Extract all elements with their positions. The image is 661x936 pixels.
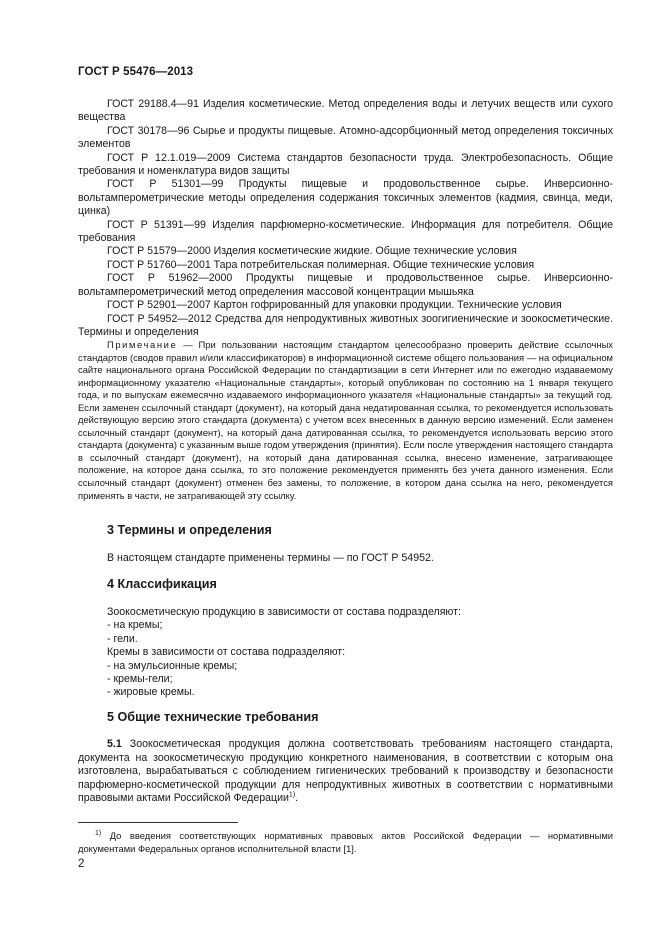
footnote-divider: [78, 822, 238, 823]
classification-line: - на эмульсионные кремы;: [107, 659, 238, 672]
reference-item: ГОСТ 30178—96 Сырье и продукты пищевые. Атомно-адсорбционный метод определения токсичных элементов: [78, 124, 613, 151]
reference-item: ГОСТ Р 51301—99 Продукты пищевые и продовольственное сырье. Инверсионно-вольтамперометрические методы определения содержания токсичных элементов (кадмия, свинца, меди, цинка): [78, 178, 613, 218]
page-number: 2: [78, 858, 85, 870]
references-note: [78, 339, 613, 502]
clause-text: Зоокосметическая продукция должна соответствовать требованиям настоящего стандарта, документа на зоокосметическую продукцию конкретного наименования, в соответствии с которым она изготовлена, вырабатываться с соблюдением гигиенических требований к производству и безопасности парфюмерно-косметической продукции для непродуктивных животных в соответствии с нормативными правовыми актами Российской Федерации: [78, 738, 613, 805]
reference-item: ГОСТ Р 51760—2001 Тара потребительская полимерная. Общие технические условия: [107, 258, 535, 271]
classification-line: - жировые кремы.: [107, 686, 195, 699]
page-header-standard-number: ГОСТ Р 55476—2013: [78, 66, 194, 78]
reference-item: ГОСТ Р 51391—99 Изделия парфюмерно-косметические. Информация для потребителя. Общие требования: [78, 218, 613, 245]
note-label: Примечание: [107, 339, 178, 350]
classification-line: - на кремы;: [107, 619, 163, 632]
footnote: [78, 830, 613, 855]
reference-item: ГОСТ Р 51962—2000 Продукты пищевые и продовольственное сырье. Инверсионно-вольтамперометрический метод определения массовой концентрации мышьяка: [78, 272, 613, 298]
reference-item: ГОСТ Р 54952—2012 Средства для непродуктивных животных зоогигиенические и зоокосметические. Термины и определения: [78, 312, 613, 338]
classification-line: Зоокосметическую продукцию в зависимости от состава подразделяют:: [107, 606, 461, 618]
classification-line: - гели.: [107, 632, 138, 645]
reference-item: ГОСТ 29188.4—91 Изделия косметические. Метод определения воды и летучих веществ или сухого вещества: [78, 98, 613, 124]
classification-line: Кремы в зависимости от состава подразделяют:: [107, 646, 346, 659]
section-5-heading: 5 Общие технические требования: [107, 710, 319, 724]
footnote-mark: 1): [95, 829, 102, 837]
clause-end: .: [295, 792, 299, 805]
note-text: — При пользовании настоящим стандартом целесообразно проверить действие ссылочных стандартов (сводов правил и/или классификаторов) в информационной системе общего пользования — на официальном сайте национального органа Российской Федерации по стандартизации в сети Интернет или по ежегодно издаваемому информационному указателю «Национальные стандарты», который опубликован по состоянию на 1 января текущего года, и по выпускам ежемесячно издаваемого информационного указателя «Национальные стандарты» за текущий год. Если заменен ссылочный стандарт (документ), на который дана недатированная ссылка, то рекомендуется использовать действующую версию этого стандарта (документа) с учетом всех внесенных в данную версию изменений. Если заменен ссылочный стандарт (документ), на который дана датированная ссылка, то рекомендуется использовать версию этого стандарта (документа) с указанным выше годом утверждения (принятия). Если после утверждения настоящего стандарта в ссылочный стандарт (документ), на который дана датированная ссылка, внесено изменение, затрагивающее положение, на которое дана ссылка, то это положение рекомендуется применять без учета данного изменения. Если ссылочный стандарт (документ) отменен без замены, то положение, в котором дана ссылка на него, рекомендуется применять в части, не затрагивающей эту ссылку.: [78, 339, 613, 501]
classification-line: - кремы-гели;: [107, 673, 173, 686]
section-4-heading: 4 Классификация: [107, 577, 217, 591]
reference-item: ГОСТ Р 51579—2000 Изделия косметические жидкие. Общие технические условия: [107, 245, 517, 258]
footnote-reference-mark: 1): [288, 791, 296, 799]
reference-item: ГОСТ Р 12.1.019—2009 Система стандартов безопасности труда. Электробезопасность. Общие требования и номенклатура видов защиты: [78, 151, 613, 178]
normative-references-list: [78, 98, 613, 339]
clause-5-1: [78, 738, 613, 806]
section-3-text: В настоящем стандарте применены термины — по ГОСТ Р 54952.: [107, 552, 434, 564]
section-3-heading: 3 Термины и определения: [107, 523, 272, 537]
clause-number: 5.1: [107, 738, 122, 750]
footnote-text: До введения соответствующих нормативных правовых актов Российской Федерации — нормативными документами Федеральных органов исполнительной власти [1].: [78, 830, 613, 854]
reference-item: ГОСТ Р 52901—2007 Картон гофрированный для упаковки продукции. Технические условия: [107, 299, 562, 312]
classification-list: [107, 606, 461, 700]
